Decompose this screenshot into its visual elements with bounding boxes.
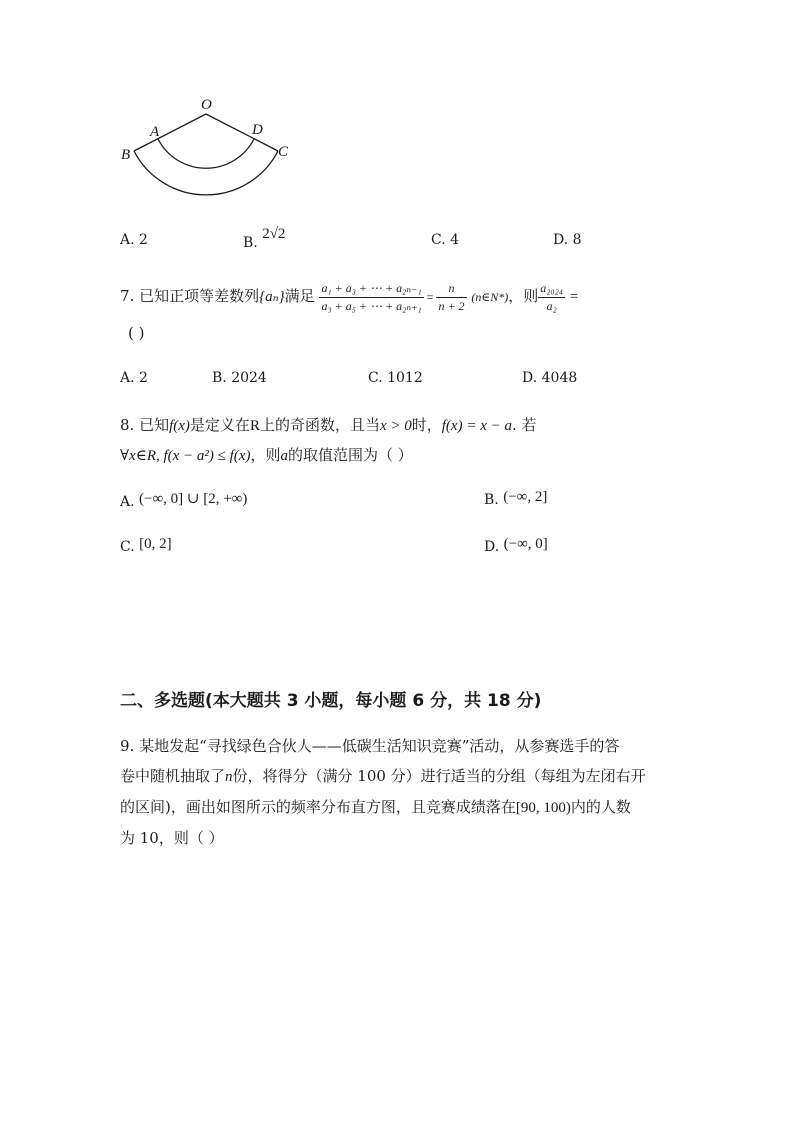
q7-condition-numerator: a₁ + a₃ + ⋯ + a₂ₙ₋₁ <box>319 280 423 298</box>
q7-option-d[interactable]: D. 4048 <box>522 370 578 386</box>
q7-ask-denominator: a₂ <box>546 298 557 313</box>
label-A: A <box>150 124 160 140</box>
inner-arc-AD <box>158 139 254 168</box>
section-heading-multiple-choice: 二、多选题(本大题共 3 小题，每小题 6 分，共 18 分) <box>120 691 542 711</box>
q8-option-c[interactable] <box>120 536 172 553</box>
q8-line2-end: 的取值范围为（ ） <box>287 446 413 464</box>
q7-option-a[interactable]: A. 2 <box>120 370 148 386</box>
q8-option-a[interactable] <box>120 489 247 508</box>
q9-interval: [90, 100) <box>515 800 571 816</box>
q7-rhs-numerator: n <box>436 280 466 298</box>
q7-answer-blank: ( ) <box>128 324 145 342</box>
label-B: B <box>121 147 131 163</box>
q8-line2-mid: ，则 <box>250 446 281 464</box>
q8-option-a-value: (−∞, 0] ∪ [2, +∞) <box>139 491 248 507</box>
q8-definition: f(x) = x − a <box>441 418 512 434</box>
q8-option-b[interactable] <box>484 489 547 506</box>
q9-line1: 9. 某地发起“寻找绿色合伙人——低碳生活知识竞赛”活动，从参赛选手的答 <box>120 737 620 755</box>
q6-option-c[interactable]: C. 4 <box>431 232 460 248</box>
q8-prefix: 8. 已知 <box>120 416 170 434</box>
q7-domain-condition: (n∈N*) <box>471 290 509 304</box>
q9-line3-b: 内的人数 <box>570 798 631 816</box>
q9-line2-b: 份，将得分（满分 100 分）进行适当的分组（每组为左闭右开 <box>232 767 646 785</box>
q8-variable-a: a <box>280 448 288 464</box>
q7-equals: = <box>423 290 437 304</box>
q7-then: ，则 <box>508 287 539 305</box>
q8-real-set: R <box>249 418 260 434</box>
q8-stem-line1 <box>120 414 537 435</box>
q6-option-a[interactable]: A. 2 <box>120 232 148 248</box>
q8-option-c-label: C. <box>120 539 135 555</box>
q9-line4: 为 10，则（ ） <box>120 829 224 847</box>
q9-sample-n: n <box>225 769 233 785</box>
q8-mid2: 上的奇函数，且当 <box>259 416 380 434</box>
q8-mid4: . 若 <box>511 416 537 434</box>
q6-option-b-label: B. <box>243 235 258 251</box>
q6-option-b-value: 2√2 <box>262 226 286 242</box>
q8-mid1: 是定义在 <box>189 416 250 434</box>
q8-option-a-label: A. <box>120 494 135 510</box>
q8-condition: x > 0 <box>379 418 412 434</box>
q8-function: f(x) <box>169 418 190 434</box>
q8-option-d[interactable] <box>484 536 548 553</box>
label-O: O <box>201 97 212 113</box>
q6-option-d[interactable]: D. 8 <box>553 232 582 248</box>
q9-stem <box>120 731 646 853</box>
label-C: C <box>278 144 289 160</box>
q8-mid3: 时， <box>411 416 442 434</box>
q8-option-d-value: (−∞, 0] <box>503 536 548 552</box>
q8-option-c-value: [0, 2] <box>139 536 172 552</box>
sector-diagram <box>112 92 302 207</box>
q7-rhs-fraction <box>436 280 466 315</box>
q9-line3 <box>120 792 646 823</box>
q8-option-d-label: D. <box>484 539 500 555</box>
label-D: D <box>252 122 263 138</box>
q7-condition-fraction <box>319 280 423 315</box>
q7-ask-fraction <box>538 280 565 315</box>
q7-ask-equals: = <box>569 289 579 305</box>
q7-rhs-denominator: n + 2 <box>438 298 465 313</box>
q7-condition-denominator: a₃ + a₅ + ⋯ + a₂ₙ₊₁ <box>321 298 422 313</box>
q7-option-c[interactable]: C. 1012 <box>368 370 423 386</box>
q6-option-b[interactable] <box>243 226 286 251</box>
q8-option-b-label: B. <box>484 492 499 508</box>
q7-prefix: 7. 已知正项等差数列 <box>120 287 260 305</box>
q9-line2-a: 卷中随机抽取了 <box>120 767 226 785</box>
q7-satisfy: 满足 <box>284 287 315 305</box>
outer-arc-BC <box>134 151 278 195</box>
q8-option-b-value: (−∞, 2] <box>503 489 548 505</box>
radius-OB <box>134 114 206 151</box>
radius-OC <box>206 114 278 151</box>
q7-stem <box>120 276 578 317</box>
q7-option-b[interactable]: B. 2024 <box>212 370 267 386</box>
q8-stem-line2 <box>120 444 413 465</box>
q8-inequality: ∀x∈R, f(x − a²) ≤ f(x) <box>120 448 251 464</box>
q7-sequence: {aₙ} <box>259 289 285 305</box>
q9-line2 <box>120 761 646 792</box>
q7-ask-numerator: a₂₀₂₄ <box>538 280 565 298</box>
q9-line3-a: 的区间)，画出如图所示的频率分布直方图，且竞赛成绩落在 <box>120 798 516 816</box>
